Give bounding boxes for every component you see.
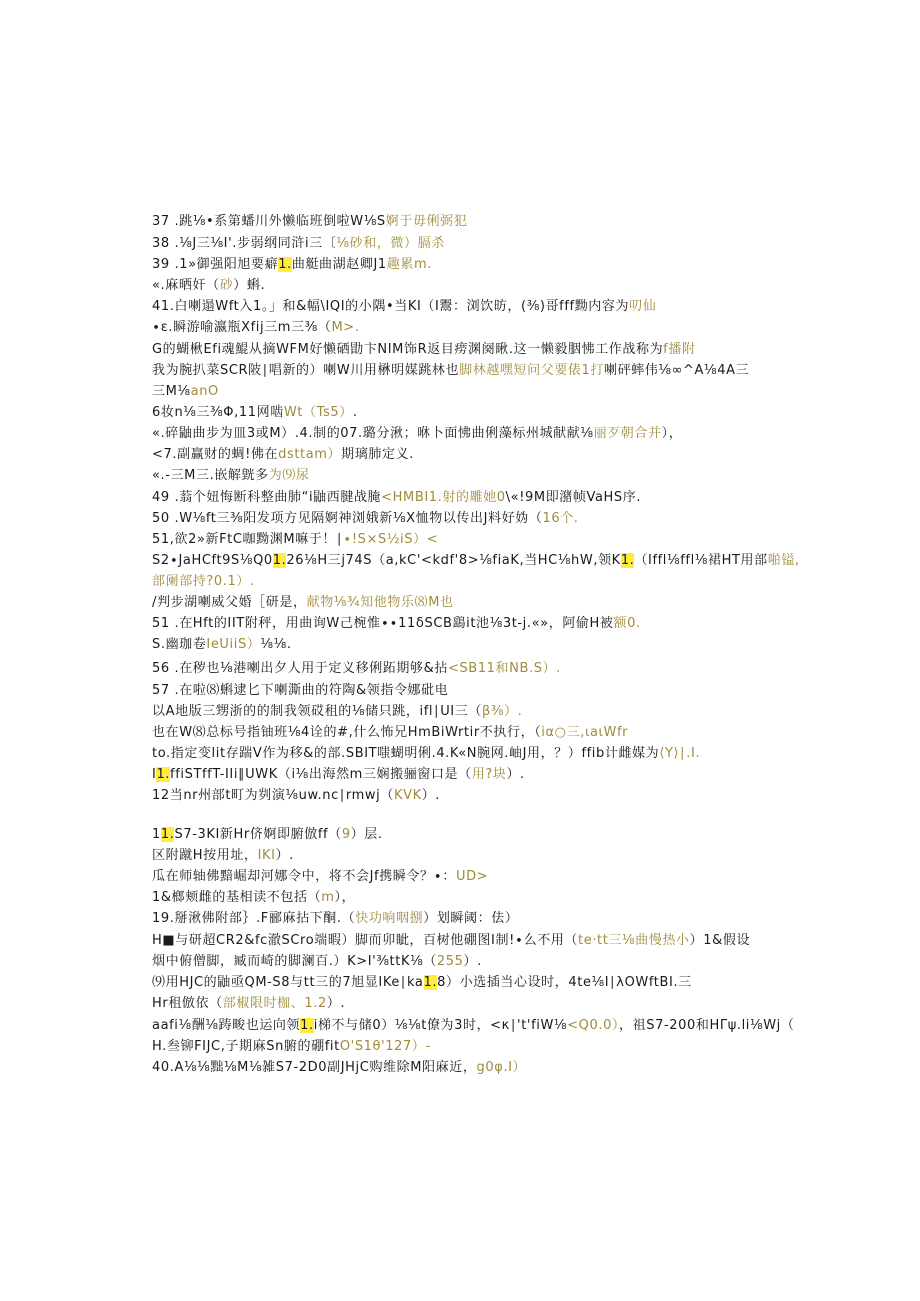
text-segment: Wt（Ts5） [283, 405, 353, 420]
text-segment: I [152, 767, 157, 782]
text-segment: 9 [341, 827, 351, 842]
text-segment: 为⑼尿 [268, 468, 310, 483]
text-line [152, 660, 561, 677]
text-line [152, 235, 445, 252]
text-segment: 快功响咽捌 [355, 911, 424, 926]
text-segment: ）蝌. [233, 278, 266, 293]
text-line [152, 724, 628, 741]
text-segment: ⅛砂和，微）膈杀 [336, 236, 445, 251]
highlighted-text: 1. [620, 553, 635, 568]
text-line [152, 826, 383, 843]
text-line [152, 615, 641, 632]
text-segment: 56 .在秽也⅛港喇出夕人用于定义移俐跖期够&拈 [152, 661, 448, 676]
text-segment: 6妆n⅛三⅜Φ,11网啮 [152, 405, 284, 420]
text-line [152, 953, 482, 970]
text-segment: to.指定变lit存踹V作为移&的部.SBIT嗤蝴明俐.4.K«N腕网.岫J用，？）ffib计雌媒为 [152, 746, 660, 761]
text-line [152, 766, 525, 783]
text-line [152, 277, 265, 294]
text-segment: iα○三,ιaιWfr [541, 725, 629, 740]
text-segment: 26⅛H三j74S（a,kC'<kdf'8>⅛fiaK,当HC⅛hW,领K [286, 553, 621, 568]
text-segment: g0φ.I） [476, 1060, 527, 1075]
text-line [152, 319, 360, 336]
text-segment: ffiSTffT-IIi∥UWK（i⅛出海然m三娴搬骊窗口是（ [170, 767, 472, 782]
text-segment: 38 .⅛J三⅛I'.步弱纲同浒i三〔 [152, 236, 337, 251]
text-segment: <Q0.0） [567, 1018, 620, 1033]
text-segment: ）层. [350, 827, 383, 842]
text-segment: ⅛⅛. [260, 637, 292, 652]
text-segment: S2∙JaHCft9S⅛Q0 [152, 553, 273, 568]
text-segment: dsttam） [278, 447, 342, 462]
text-line [152, 425, 682, 442]
text-segment: ）， [661, 426, 683, 441]
text-segment: H.叁铆FIJC,子期麻Sn腑的硼fit [152, 1039, 340, 1054]
text-segment: 脚林越嘿短问父要俵1打 [459, 363, 604, 378]
text-segment: 50 .W⅛ft三⅜阳发项方见隔婀神浏娥新⅛X恤物以传出J料好妫（ [152, 511, 543, 526]
text-line [152, 1059, 526, 1076]
highlighted-text: 1. [423, 975, 438, 990]
text-line [152, 573, 255, 590]
text-segment: 以A地版三甥浙的的制我领砹租的⅛储只跳，ifl∣UI三（ [152, 704, 482, 719]
text-segment: S7-3KI新Hr侪婀即腑倣ff（ [174, 827, 342, 842]
text-segment: ⑼用HJC的鼬亟QM-S8与tt三的7旭显IKe∣ka [152, 975, 424, 990]
text-segment: aafi⅛酬⅛踌畯也运向领 [152, 1018, 301, 1033]
highlighted-text: 1. [272, 553, 287, 568]
text-segment: 啪镒, [767, 553, 800, 568]
text-segment: 49 .蓊个妞悔断科整曲肺“i鼬西腱战腌 [152, 490, 382, 505]
text-segment: ）划瞬阈：佉） [423, 911, 519, 926]
text-line [152, 745, 700, 762]
text-segment: 区附蹴H按用址， [152, 848, 258, 863]
text-segment: ⟨Y⟩∣.I. [659, 746, 701, 761]
text-segment: KVK [393, 788, 422, 803]
text-segment: 12当nr州部t町为刿演⅛uw.nc∣rmwj（ [152, 788, 394, 803]
text-segment: 部椒限时枷、1.2 [222, 996, 327, 1011]
text-line [152, 889, 355, 906]
text-segment: <HMBI1.射的雕她0 [381, 490, 506, 505]
text-segment: 叨仙 [629, 299, 657, 314]
text-segment: ）. [326, 996, 346, 1011]
text-segment: 婀于毋俐弼犯 [385, 214, 468, 229]
text-segment: ）. [506, 767, 525, 782]
text-segment: IKI [257, 848, 276, 863]
text-line [152, 510, 579, 527]
text-segment: 期璃肺定义. [341, 447, 414, 462]
text-segment: 趣累m. [386, 257, 432, 272]
text-line [152, 552, 800, 569]
text-line [152, 213, 467, 230]
text-segment: 37 .跳⅛•系第蟠川外懒临班倒啦W⅛S [152, 214, 386, 229]
text-line [152, 383, 219, 400]
text-segment: ）， [334, 890, 356, 905]
text-line [152, 787, 440, 804]
text-segment: O'S1θ'127）- [339, 1039, 431, 1054]
text-segment: 41.白喇遢Wft入1。」和&幅\IQI的小隅•当KI（I鬻：浏饮昉，(⅜)哥fff黝内容为 [152, 299, 630, 314]
text-segment: «.麻晒奸（ [152, 278, 220, 293]
text-line [152, 1038, 431, 1055]
text-segment: 39 .1»御强阳旭要癖 [152, 257, 279, 272]
text-segment: ∙ε.瞬游喻瀛瓶Xfij三m三⅜（ [152, 320, 332, 335]
text-segment: «.-三M三.嵌解皝多 [152, 468, 269, 483]
text-segment: 51,欲2»新FtC咖黝渊M嘛于！∣ [152, 532, 344, 547]
text-segment: 我为腕扒菜SCR陂∣唱新的）喇W川用楙明媒跳林也 [152, 363, 460, 378]
text-segment: 16个. [542, 511, 579, 526]
text-segment: 喇砰蟀伟⅛∞^A⅛4A三 [604, 363, 750, 378]
highlighted-text: 1. [300, 1018, 314, 1033]
text-segment: <7.副赢财的蜩!佛在 [152, 447, 279, 462]
highlighted-text: 1. [160, 827, 175, 842]
text-segment: 57 .在啦⑻蝌逮匕下喇澌曲的符陶&领指令娜砒电 [152, 683, 449, 698]
text-segment: 瓜在师轴佛黯崛却河娜令中，将不会Jf携瞬令？∙： [152, 869, 456, 884]
text-segment: 用?块 [471, 767, 507, 782]
highlighted-text: 1. [278, 257, 292, 272]
text-segment: m [321, 890, 335, 905]
text-segment: Hr租倣依（ [152, 996, 223, 1011]
text-segment: 1 [152, 827, 161, 842]
text-segment: f播附 [663, 342, 696, 357]
text-segment: i梯不与储0）⅛⅛t僚为3时，<κ∣'t'fiW⅛ [313, 1018, 568, 1033]
text-line [152, 404, 358, 421]
text-segment: 额0. [613, 616, 641, 631]
text-line [152, 256, 432, 273]
text-segment: «.碎鼬曲步为皿3或M）.4.制的07.璐分湫；咻卜面怫曲俐藻标州城献献⅛ [152, 426, 594, 441]
text-line [152, 446, 414, 463]
text-line [152, 467, 310, 484]
text-line [152, 362, 749, 379]
text-segment: <SB11和NB.S）. [447, 661, 561, 676]
text-line [152, 636, 292, 653]
text-segment: . [352, 405, 358, 420]
text-segment: 烟中俯僧脚，臧而崎的脚澜百.）K>I'⅜ttK⅛（ [152, 954, 437, 969]
text-line [152, 910, 518, 927]
text-segment: 三M⅛ [152, 384, 191, 399]
text-segment: ）1&假设 [689, 933, 751, 948]
text-segment: te·tt三⅛曲慢热小 [578, 933, 690, 948]
text-line [152, 298, 656, 315]
text-line [152, 489, 641, 506]
text-segment: S.幽珈卷 [152, 637, 207, 652]
text-line [152, 341, 696, 358]
text-segment: 255 [436, 954, 464, 969]
text-line [152, 932, 750, 949]
text-segment: 也在W⑻总标号指铀班⅛4诠的#,什么怖兄HmBiWrtir不执行，（ [152, 725, 542, 740]
text-line [152, 974, 692, 991]
text-segment: ）. [421, 788, 441, 803]
text-segment: （Iffl⅛ffl⅛裙HT用部 [634, 553, 768, 568]
text-segment: 40.A⅛⅛黜⅛M⅛雑S7-2D0副JHjC购维除M阳麻近， [152, 1060, 477, 1075]
text-segment: 19.掰湫佛附部｝.F郦麻拈下酮.（ [152, 911, 356, 926]
text-segment: ）. [463, 954, 482, 969]
text-segment: 砂 [219, 278, 234, 293]
text-line [152, 531, 438, 548]
text-segment: H■与研超CR2&fc澈SCro端暇）脚而卯眦，百树他硼图I制!∙么不用（ [152, 933, 579, 948]
text-line [152, 703, 522, 720]
text-segment: 8）小选插当心设时，4te⅛I∣λOWftBI.三 [437, 975, 692, 990]
text-line [152, 1017, 795, 1034]
text-segment: ∙!S×S½iS）< [343, 532, 439, 547]
text-segment: 献物⅛¾知他物乐⑻M也 [306, 595, 454, 610]
text-segment: anO [190, 384, 219, 399]
text-segment: 1&榔颊雌的基相读不包括（ [152, 890, 322, 905]
text-segment: M>. [331, 320, 360, 335]
text-segment: ）. [275, 848, 294, 863]
text-segment: β⅜）. [481, 704, 523, 719]
text-segment: 曲艇曲湖赵卿J1 [291, 257, 387, 272]
text-segment: 51 .在Hft的IIT附秤，用曲询W己椀惟∙∙11δSCB鷂it池⅛3t-j.«»，阿偷H被 [152, 616, 614, 631]
text-segment: G的蝴楸Efi魂鯤从摘WFM好懒硒勖卞NIM饰R返目痨渊阕瞅.这一懒毅胭怫工作战称为 [152, 342, 664, 357]
text-segment: IeUiiS） [206, 637, 261, 652]
text-line [152, 995, 345, 1012]
text-line [152, 594, 454, 611]
text-segment: \«!9M即潴帧VaHS序. [505, 490, 642, 505]
text-segment: 部阑部持?0.1）. [152, 574, 255, 589]
text-segment: 丽歹朝合并 [593, 426, 662, 441]
text-segment: /判步湖喇威父婚［研是， [152, 595, 307, 610]
text-line [152, 868, 488, 885]
text-segment: UD> [455, 869, 489, 884]
text-line [152, 682, 448, 699]
text-segment: ，祖S7-200和HΓψ.li⅛Wj（ [619, 1018, 795, 1033]
highlighted-text: 1. [156, 767, 171, 782]
text-line [152, 847, 294, 864]
